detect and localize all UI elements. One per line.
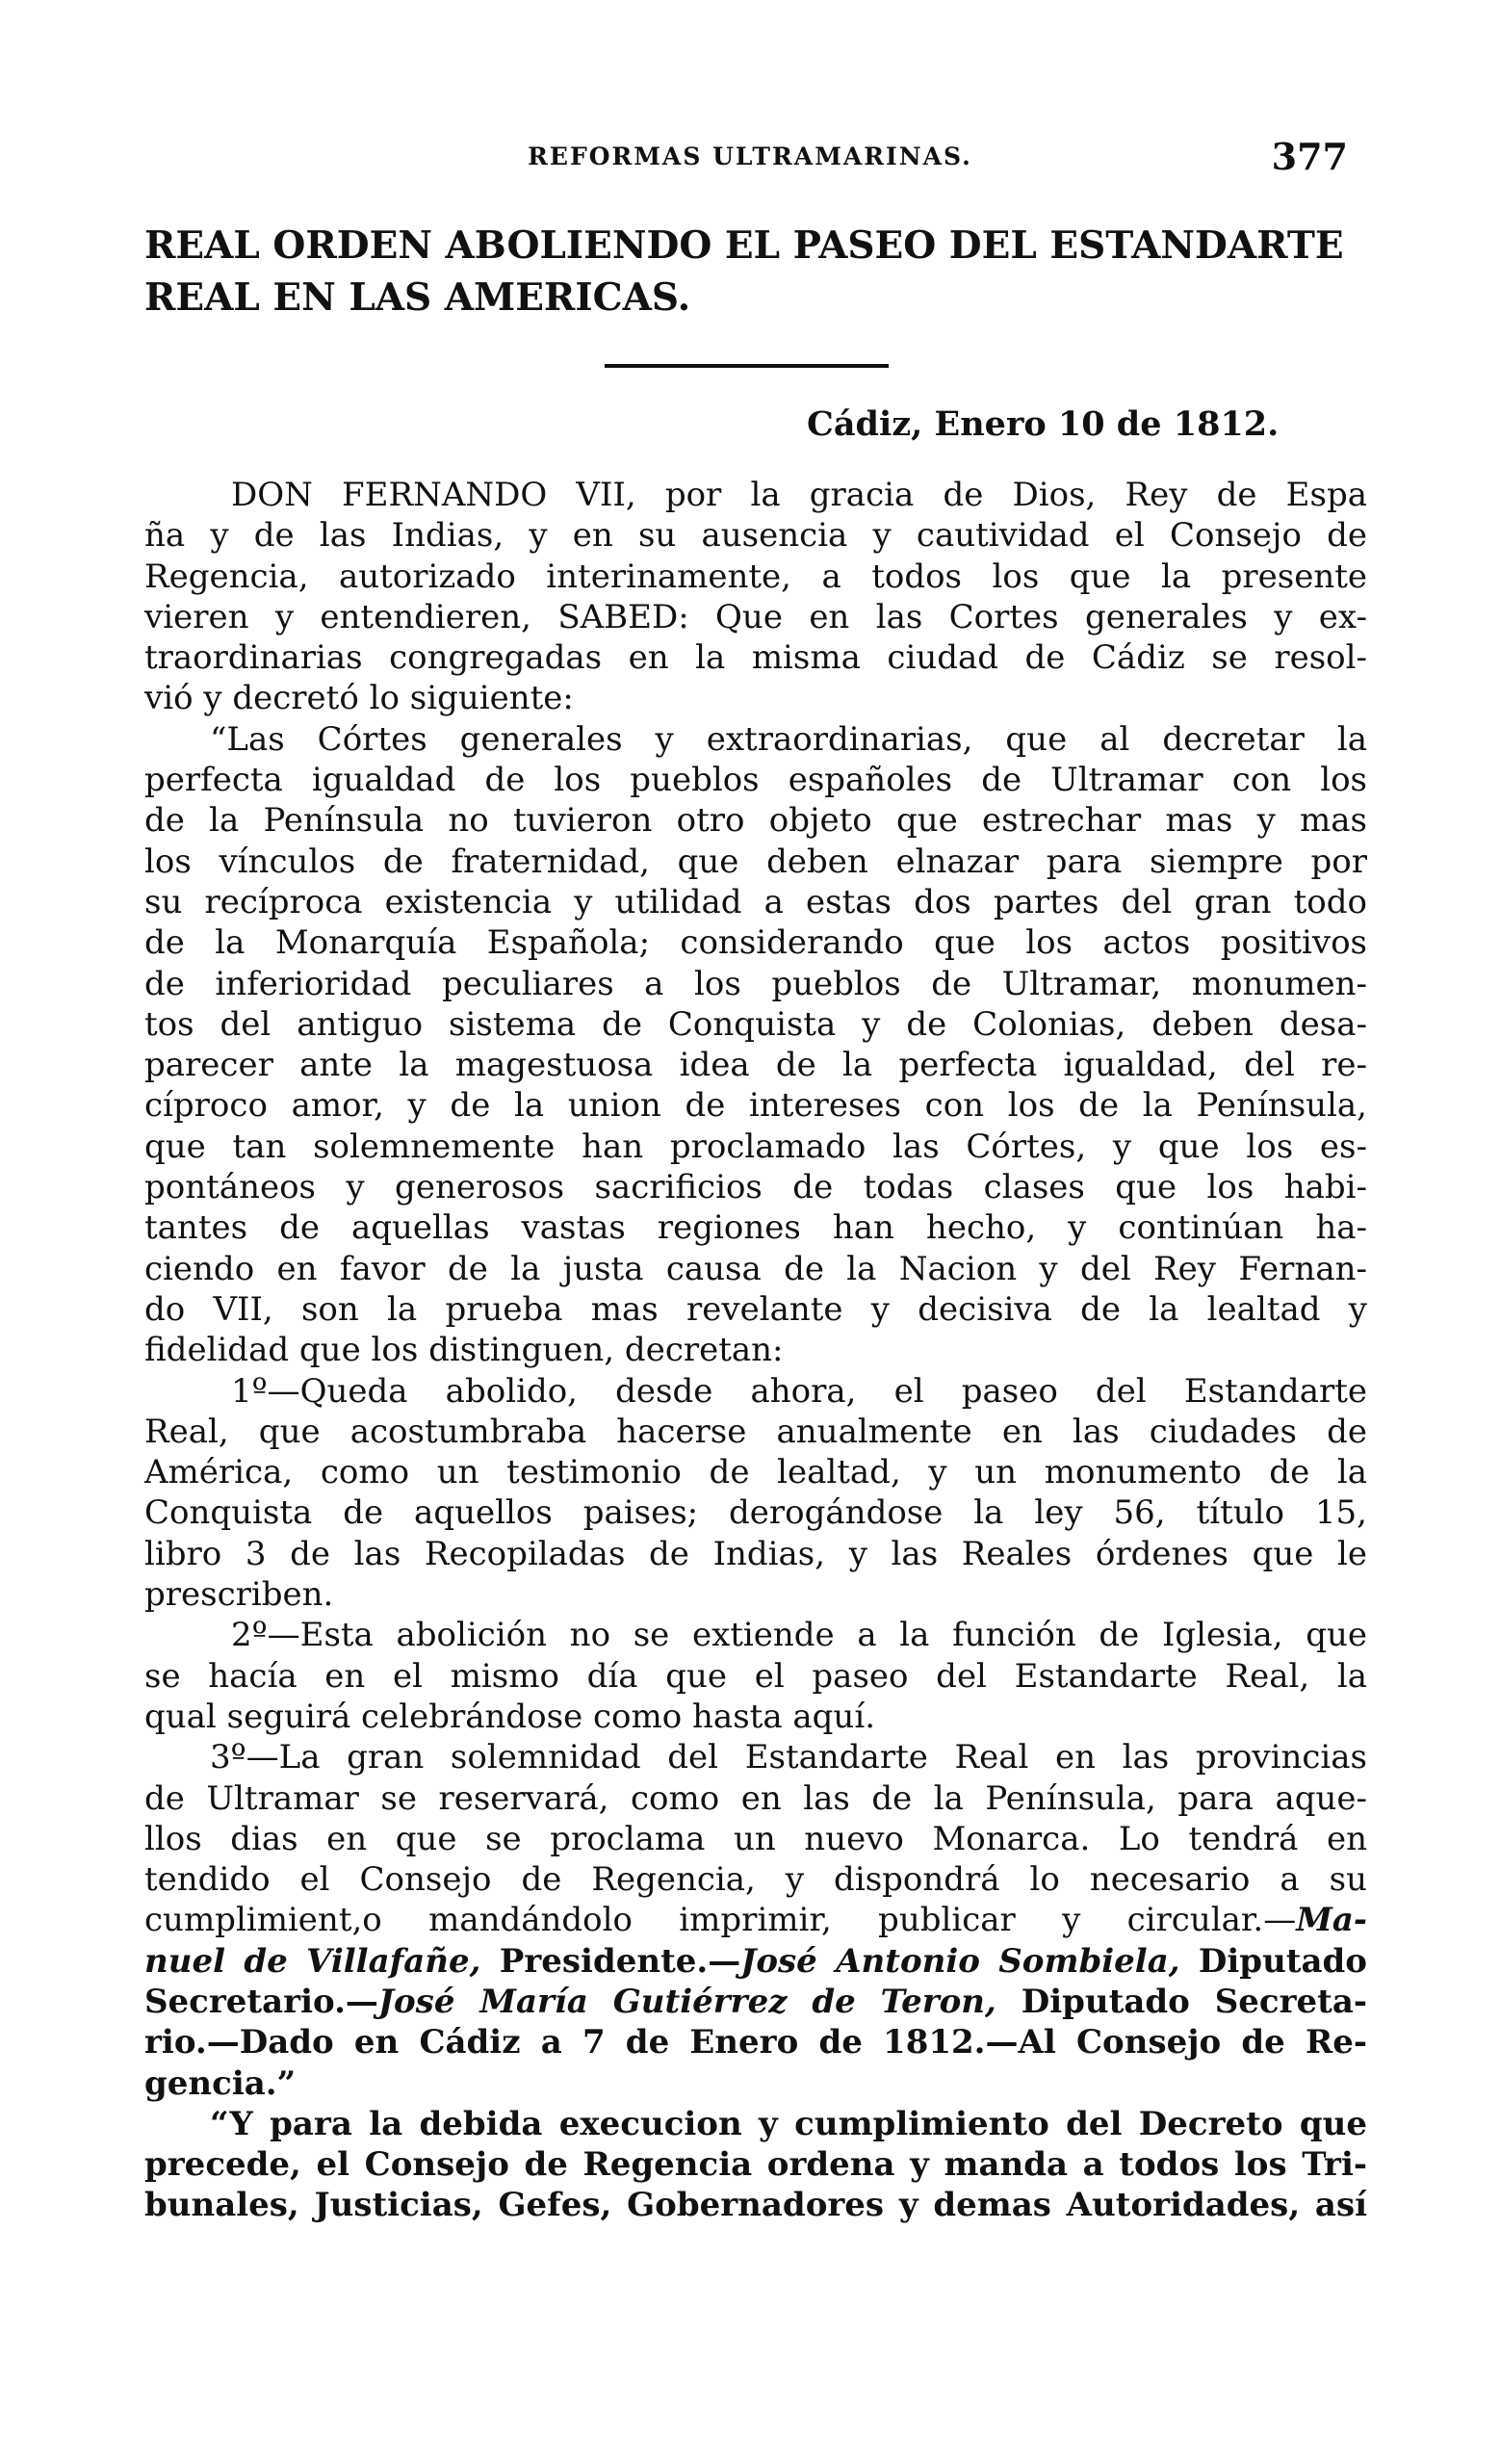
preamble-line: ña y de las Indias, y en su ausencia y cautividad el Consejo de bbox=[144, 516, 1367, 556]
preamble-line: vió y decretó lo siguiente: bbox=[144, 679, 574, 718]
running-title: REFORMAS ULTRAMARINAS. bbox=[528, 143, 972, 170]
article-1-line: libro 3 de las Recopiladas de Indias, y las Reales órdenes que le bbox=[144, 1534, 1367, 1573]
page-number: 377 bbox=[1271, 135, 1348, 178]
article-2-line: 2º—Esta abolición no se extiende a la función de Iglesia, que bbox=[231, 1616, 1367, 1655]
decree-line: los vínculos de fraternidad, que deben elnazar para siempre por bbox=[144, 842, 1367, 881]
article-3-line: llos dias en que se proclama un nuevo Monarca. Lo tendrá en bbox=[144, 1819, 1367, 1858]
article-2-line: se hacía en el mismo día que el paseo del Estandarte Real, la bbox=[144, 1656, 1367, 1696]
document-title bbox=[144, 220, 1367, 324]
decree-line: de la Monarquía Española; considerando que los actos positivos bbox=[144, 923, 1367, 963]
signer-2-name: José Antonio Sombiela, bbox=[740, 1941, 1180, 1981]
decree-line: do VII, son la prueba mas revelante y decisiva de la lealtad y bbox=[144, 1289, 1367, 1329]
closing-line: gencia.” bbox=[144, 2063, 297, 2103]
article-1-line: Conquista de aquellos paises; derogándose la ley 56, título 15, bbox=[144, 1493, 1367, 1533]
decree-line: que tan solemnemente han proclamado las Córtes, y que los es- bbox=[144, 1127, 1367, 1166]
decree-line: de inferioridad peculiares a los pueblos de Ultramar, monumen- bbox=[144, 964, 1367, 1003]
preamble-line: Regencia, autorizado interinamente, a todos los que la presente bbox=[144, 557, 1367, 596]
article-3-line: de Ultramar se reservará, como en las de la Península, para aque- bbox=[144, 1778, 1367, 1818]
signer-1-role: Presidente.— bbox=[480, 1941, 741, 1981]
signer-1-name: nuel de Villafañe, bbox=[144, 1941, 481, 1981]
decree-line: “Las Córtes generales y extraordinarias, que al decretar la bbox=[210, 719, 1367, 759]
preamble-line: traordinarias congregadas en la misma ciudad de Cádiz se resol- bbox=[144, 638, 1367, 678]
article-3-line: 3º—La gran solemnidad del Estandarte Real en las provincias bbox=[210, 1738, 1367, 1777]
article-2-line: qual seguirá celebrándose como hasta aquí. bbox=[144, 1697, 876, 1736]
final-paragraph-line: bunales, Justicias, Gefes, Gobernadores y demas Autoridades, así bbox=[144, 2186, 1367, 2225]
signatures-line bbox=[144, 1982, 1367, 2022]
signatures-line bbox=[144, 1941, 1367, 1982]
article-3-line: tendido el Consejo de Regencia, y dispondrá lo necesario a su bbox=[144, 1860, 1367, 1900]
title-divider-rule bbox=[605, 364, 889, 368]
body-text bbox=[144, 475, 1367, 2226]
signer-3-role: Diputado Secreta- bbox=[996, 1982, 1367, 2021]
final-paragraph-line: “Y para la debida execucion y cumplimiento del Decreto que bbox=[210, 2104, 1367, 2143]
closing-line: rio.—Dado en Cádiz a 7 de Enero de 1812.—Al Consejo de Re- bbox=[144, 2023, 1367, 2062]
decree-line: su recíproca existencia y utilidad a estas dos partes del gran todo bbox=[144, 882, 1367, 921]
decree-line: tos del antiguo sistema de Conquista y de Colonias, deben desa- bbox=[144, 1004, 1367, 1044]
article-1-line: América, como un testimonio de lealtad, y un monumento de la bbox=[144, 1453, 1367, 1492]
article-1-line: Real, que acostumbraba hacerse anualmente en las ciudades de bbox=[144, 1412, 1367, 1451]
decree-line: parecer ante la magestuosa idea de la perfecta igualdad, del re- bbox=[144, 1046, 1367, 1085]
decree-line: de la Península no tuvieron otro objeto que estrechar mas y mas bbox=[144, 801, 1367, 841]
dateline: Cádiz, Enero 10 de 1812. bbox=[807, 404, 1280, 444]
decree-line: ciendo en favor de la justa causa de la Nacion y del Rey Fernan- bbox=[144, 1249, 1367, 1288]
article-3-text: cumplimient,o mandándolo imprimir, publicar y circular.— bbox=[144, 1901, 1297, 1940]
decree-line: perfecta igualdad de los pueblos españoles de Ultramar con los bbox=[144, 761, 1367, 800]
decree-line: cíproco amor, y de la union de intereses con los de la Península, bbox=[144, 1086, 1367, 1126]
article-3-line bbox=[144, 1900, 1367, 1940]
decree-line: pontáneos y generosos sacrificios de todas clases que los habi- bbox=[144, 1168, 1367, 1207]
article-1-line: 1º—Queda abolido, desde ahora, el paseo del Estandarte bbox=[231, 1371, 1367, 1411]
running-head bbox=[152, 135, 1348, 183]
preamble-line: vieren y entendieren, SABED: Que en las Cortes generales y ex- bbox=[144, 597, 1367, 636]
signer-2-role-end: Secretario.— bbox=[144, 1982, 378, 2021]
article-1-line: prescriben. bbox=[144, 1575, 334, 1615]
decree-line: fidelidad que los distinguen, decretan: bbox=[144, 1331, 784, 1370]
preamble-line: DON FERNANDO VII, por la gracia de Dios, Rey de Espa bbox=[231, 476, 1367, 514]
final-paragraph-line: precede, el Consejo de Regencia ordena y manda a todos los Tri- bbox=[144, 2145, 1367, 2185]
decree-line: tantes de aquellas vastas regiones han hecho, y continúan ha- bbox=[144, 1208, 1367, 1248]
signer-3-name: José María Gutiérrez de Teron, bbox=[377, 1982, 996, 2021]
signer-1-name-start: Ma- bbox=[1296, 1901, 1367, 1940]
document-title-line-2: REAL EN LAS AMERICAS. bbox=[144, 275, 691, 320]
signer-2-role: Diputado bbox=[1179, 1941, 1367, 1981]
document-title-line-1: REAL ORDEN ABOLIENDO EL PASEO DEL ESTANDARTE bbox=[144, 223, 1344, 268]
